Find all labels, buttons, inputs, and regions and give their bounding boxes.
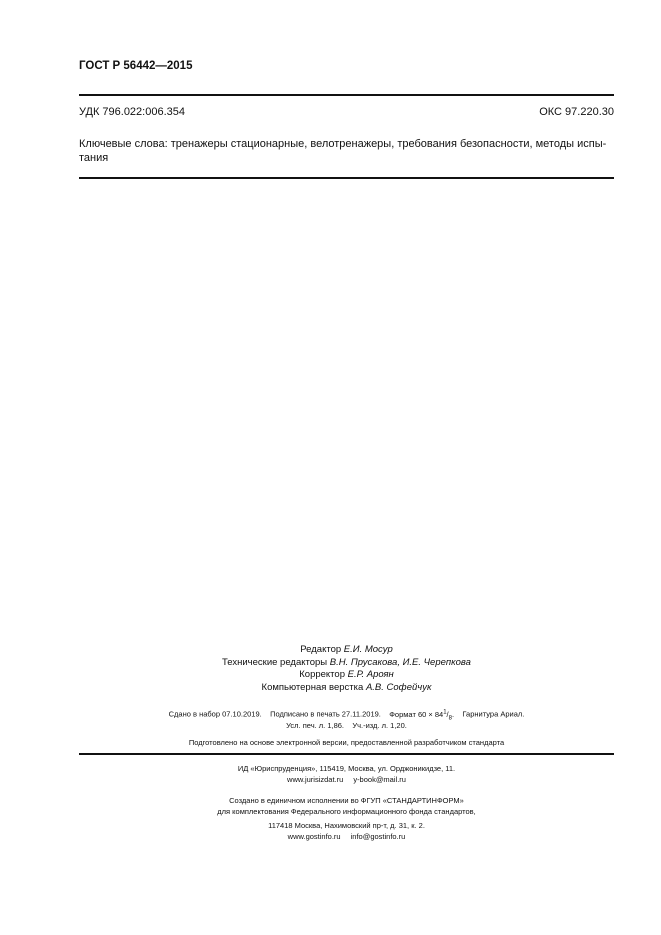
- credit-corrector: [79, 669, 614, 682]
- credit-editor: [79, 644, 614, 657]
- print-format-denominator: 8: [448, 715, 452, 721]
- credit-layout-role: Компьютерная верстка: [261, 681, 364, 693]
- creator-site: www.gostinfo.ru: [287, 832, 341, 841]
- credit-corrector-role: Корректор: [299, 669, 345, 680]
- publisher-block: [79, 763, 614, 785]
- publisher-site: www.jurisizdat.ru: [287, 775, 344, 784]
- print-sheets-published: Уч.-изд. л. 1,20.: [352, 721, 407, 730]
- creator-line-1: Создано в единичном исполнении во ФГУП «СТАНДАРТИНФОРМ»: [229, 796, 464, 805]
- publisher-address: ИД «Юриспруденция», 115419, Москва, ул. Орджоникидзе, 11.: [237, 764, 456, 773]
- credit-layout-name: А.В. Софейчук: [365, 681, 432, 693]
- keywords-line-1: Ключевые слова: тренажеры стационарные, велотренажеры, требования безопасности, методы испы-: [79, 138, 607, 150]
- print-typeface: Гарнитура Ариал.: [462, 709, 525, 719]
- credit-editor-role: Редактор: [300, 644, 342, 655]
- credits-block: [79, 644, 614, 694]
- publisher-email: y-book@mail.ru: [353, 775, 406, 784]
- print-format-suffix: .: [451, 709, 455, 719]
- credit-tech-editors-role: Технические редакторы: [222, 656, 328, 668]
- keywords-line-2: тания: [79, 152, 109, 164]
- document-code: ГОСТ Р 56442—2015: [79, 60, 193, 72]
- credit-editor-name: Е.И. Мосур: [343, 644, 393, 655]
- creator-line-2: для комплектования Федерального информационного фонда стандартов,: [217, 807, 476, 816]
- credit-tech-editors: [79, 657, 614, 670]
- print-format: Формат $60 \times 84^1/_8$.: [389, 709, 455, 721]
- publisher-divider: [79, 753, 614, 755]
- top-divider: [79, 94, 614, 96]
- prepared-note: Подготовлено на основе электронной версии, предоставленной разработчиком стандарта: [188, 738, 505, 747]
- print-signed: Подписано в печать 27.11.2019.: [270, 709, 381, 719]
- udk-code: УДК 796.022:006.354: [79, 106, 185, 118]
- credit-tech-editors-names: В.Н. Прусакова, И.Е. Черепкова: [329, 656, 471, 668]
- creator-block: [79, 795, 614, 817]
- print-sheets-printed: Усл. печ. л. 1,86.: [286, 721, 344, 730]
- creator-address-block: [79, 820, 614, 842]
- print-format-numerator: 1: [443, 709, 447, 715]
- oks-code: ОКС 97.220.30: [539, 106, 614, 118]
- creator-contacts: [79, 831, 614, 842]
- credit-layout: [79, 682, 614, 695]
- print-info-line-2: [79, 721, 614, 730]
- keywords-divider: [79, 177, 614, 179]
- print-format-prefix: Формат 60 × 84: [389, 709, 444, 719]
- creator-address: 117418 Москва, Нахимовский пр-т, д. 31, к. 2.: [268, 821, 425, 830]
- publisher-contacts: [79, 774, 614, 785]
- creator-email: info@gostinfo.ru: [350, 832, 406, 841]
- keywords-section: [79, 137, 614, 165]
- credit-corrector-name: Е.Р. Ароян: [347, 669, 394, 680]
- print-info-line-1: [79, 709, 614, 721]
- print-submitted: Сдано в набор 07.10.2019.: [168, 709, 262, 719]
